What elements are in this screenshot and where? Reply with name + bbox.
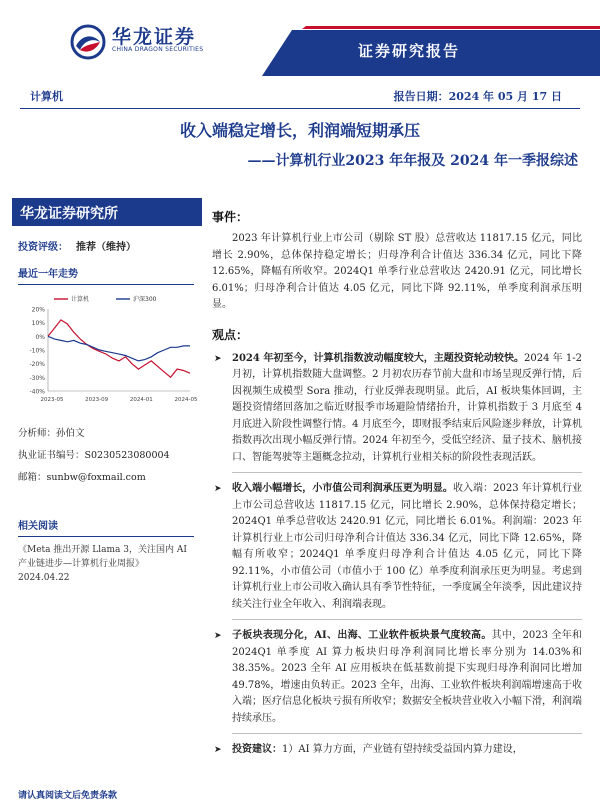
point-text: 1）AI 算力方面，产业链有望持续受益国内算力建设， [282,744,523,755]
point-item [212,481,582,620]
legend-label: 沪深300 [133,296,157,303]
divider [232,619,582,620]
points-heading: 观点： [212,327,249,342]
arrow-bullet-icon: ➤ [214,631,222,641]
legend-label: 计算机 [71,296,90,303]
arrow-bullet-icon: ➤ [214,353,222,364]
y-tick-label: 10% [31,320,45,328]
report-subtitle: ——计算机行业2023 年年报及 2024 年一季报综述 [247,153,578,169]
report-header [0,0,600,80]
x-tick-label: 2024-01 [129,397,153,403]
analyst-cert: 执业证书编号：S0230523080004 [18,450,170,461]
dragon-logo-icon [70,24,106,60]
arrow-bullet-icon: ➤ [214,484,222,494]
x-tick-label: 2023-05 [40,397,64,403]
institute-heading: 华龙证券研究所 [12,198,202,226]
related-reading[interactable]: 《Meta 推出开源 Llama 3，关注国内 AI 产业链进步—计算机行业周报》 2024.04.22 [18,545,187,583]
trend-chart [18,291,198,409]
y-tick-label: 0% [35,333,45,341]
main-content [212,208,582,759]
rating-label: 投资评级： [18,242,68,253]
rating-value: 推荐（维持） [76,242,136,253]
rating-row [12,238,202,253]
point-lead: 收入端小幅增长，小市值公司利润承压更为明显。 [232,483,453,494]
point-item [212,628,582,734]
report-type-label: 证券研究报告 [358,42,461,60]
logo-text-en: CHINA DRAGON SECURITIES [112,46,204,53]
point-lead: 投资建议： [232,744,282,755]
y-tick-label: -20% [29,361,45,369]
y-tick-label: -10% [29,347,45,355]
point-text: 其中，2023 全年和 2024Q1 单季度 AI 算力板块归母净利润同比增长率分别为 14.03%和 38.35%。2023 全年 AI 应用板块在低基数前提下实现归母净利润同比增加 49.78%，增速由负转正。2023 全年，出海、工业软件板块利润端增速高于收入端；医疗信息化板块亏损有所收窄；数据安全板块营业收入小幅下滑，利润端持续承压。 [232,630,582,724]
point-item [212,742,582,759]
divider [18,284,194,285]
divider [20,108,580,109]
y-tick-label: 20% [31,306,45,314]
trend-label: 最近一年走势 [18,269,78,280]
meta-row [20,88,580,106]
analyst-email[interactable]: 邮箱：sunbw@foxmail.com [18,472,146,483]
point-text: 收入端：2023 年计算机行业上市公司总营收达 11817.15 亿元，同比增长 2.90%，总体保持稳定增长；2024Q1 单季总营收达 2420.91 亿元，同比增长 6.01%。利润端：2023 年计算机行业上市公司归母净利合计值达 336.34 亿元，同比下降 12.65%，降幅有所收窄；2024Q1 单季度归母净利合计值达 4.05 亿元，同比下降 92.11%，小市值公司（市值小于 100 亿）单季度利润承压更为明显。考虑到计算机行业上市公司收入确认具有季节性特征，一季度属全年淡季，因此建议持续关注行业全年收入、利润端表现。 [232,483,582,610]
related-heading: 相关阅读 [18,521,58,532]
x-tick-label: 2024-05 [174,397,198,403]
point-item [212,351,582,474]
logo-text-cn: 华龙证券 [112,26,197,48]
series-line-csi300 [48,336,190,361]
divider [232,733,582,734]
report-date: 报告日期：2024 年 05 月 17 日 [393,90,562,103]
disclaimer-note: 请认真阅读文后免责条款 [18,791,118,801]
divider [232,472,582,473]
divider [18,536,194,537]
point-lead: 2024 年初至今，计算机指数波动幅度较大，主题投资轮动较快。 [232,352,524,364]
analyst-name: 分析师：孙伯文 [18,428,85,439]
x-tick-label: 2023-09 [85,397,109,403]
y-tick-label: -30% [29,374,45,382]
analyst-info [12,423,202,489]
sidebar [12,198,202,800]
arrow-bullet-icon: ➤ [214,745,222,755]
y-tick-label: -40% [29,388,45,396]
point-lead: 子板块表现分化，AI、出海、工业软件板块景气度较高。 [232,630,492,641]
point-text: 2024 年 1-2 月初，计算机指数随大盘调整。2 月初农历春节前大盘和市场呈现反弹行情，后因视频生成模型 Sora 推动，行业反弹表现明显。此后，AI 板块集体回调，主题投资情绪回落加之临近财报季市场避险情绪抬升，计算机指数于 3 月底至 4 月底进入阶段性调整行情。4 月底至今，即财报季结束后风险逐步释放，计算机指数再次出现小幅反弹行情。2024 年初至今，受低空经济、量子技术、脑机接口、智能驾驶等主题概念拉动，计算机行业相关标的阶段性表现活跃。 [232,352,582,463]
event-heading: 事件： [212,210,249,224]
report-title: 收入端稳定增长，利润端短期承压 [179,121,420,140]
event-paragraph: 2023 年计算机行业上市公司（剔除 ST 股）总营收达 11817.15 亿元，同比增长 2.90%，总体保持稳定增长；归母净利合计值达 336.34 亿元，同比下降 12.65%，降幅有所收窄。2024Q1 单季行业总营收达 2420.91 亿元，同比增长 6.01%；归母净利合计值达 4.05 亿元，同比下降 92.11%，单季度利润承压明显。 [212,233,582,310]
industry-label: 计算机 [30,90,63,103]
